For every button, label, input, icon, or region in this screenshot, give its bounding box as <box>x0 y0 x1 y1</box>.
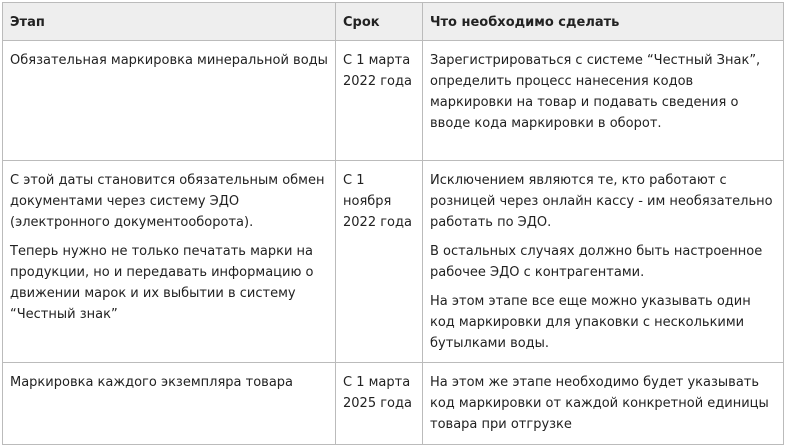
date-text: С 1 ноября 2022 года <box>343 173 412 230</box>
action-cell <box>423 41 784 161</box>
date-cell <box>336 363 423 445</box>
header-date: Срок <box>336 3 423 41</box>
table-row <box>3 41 784 161</box>
date-cell <box>336 41 423 161</box>
stage-text: Маркировка каждого экземпляра товара <box>10 375 293 390</box>
action-text: Зарегистрироваться с системе “Честный Знак”, определить процесс нанесения кодов маркировки на товар и подавать сведения о вводе кода маркировки в оборот. <box>430 53 761 131</box>
action-text: На этом же этапе необходимо будет указывать код маркировки от каждой конкретной единицы товара при отгрузке <box>430 375 769 432</box>
action-cell <box>423 161 784 363</box>
header-row <box>3 3 784 41</box>
action-text: На этом этапе все еще можно указывать один код маркировки для упаковки с несколькими бутылками воды. <box>430 294 751 351</box>
stage-cell <box>3 41 336 161</box>
action-text: В остальных случаях должно быть настроенное рабочее ЭДО с контрагентами. <box>430 244 763 280</box>
action-cell <box>423 363 784 445</box>
stage-text: С этой даты становится обязательным обмен документами через систему ЭДО (электронного документооборота). <box>10 173 325 230</box>
table-row <box>3 161 784 363</box>
date-cell <box>336 161 423 363</box>
stage-cell <box>3 161 336 363</box>
table-header <box>3 3 784 41</box>
stage-text: Теперь нужно не только печатать марки на продукции, но и передавать информацию о движении марок и их выбытии в систему “Честный знак” <box>10 244 314 322</box>
table-body <box>3 41 784 445</box>
action-text: Исключением являются те, кто работают с розницей через онлайн кассу - им необязательно работать по ЭДО. <box>430 173 773 230</box>
stage-text: Обязательная маркировка минеральной воды <box>10 53 328 68</box>
header-action: Что необходимо сделать <box>423 3 784 41</box>
date-text: С 1 марта 2025 года <box>343 375 412 411</box>
table-row <box>3 363 784 445</box>
stage-cell <box>3 363 336 445</box>
date-text: С 1 марта 2022 года <box>343 53 412 89</box>
header-stage: Этап <box>3 3 336 41</box>
stages-table <box>2 2 784 445</box>
